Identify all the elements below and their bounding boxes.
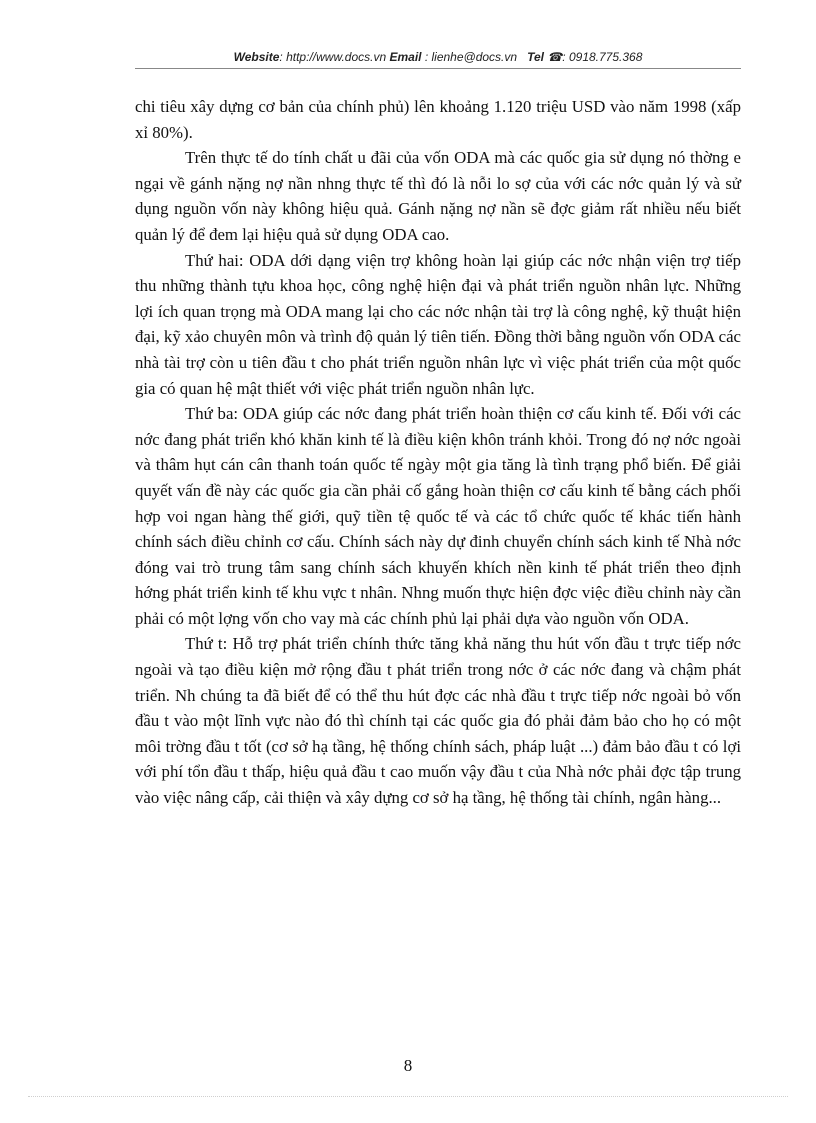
paragraph-second-point: Thứ hai: ODA dới dạng viện trợ không hoàn lại giúp các nớc nhận viện trợ tiếp thu những thành tựu khoa học, công nghệ hiện đại và phát triển nguồn nhân lực. Những lợi ích quan trọng mà ODA mang lại cho các nớc nhận tài trợ là công nghệ, kỹ thuật hiện đại, kỹ xảo chuyên môn và trình độ quản lý tiên tiến. Đồng thời bằng nguồn vốn ODA các nhà tài trợ còn u tiên đầu t cho phát triển nguồn nhân lực vì việc phát triển của một quốc gia có quan hệ mật thiết với việc phát triển nguồn nhân lực. [135,250,741,398]
tel-label: Tel [527,50,544,64]
tel-value: : 0918.775.368 [562,50,643,64]
paragraph-continuation: chi tiêu xây dựng cơ bản của chính phủ) lên khoảng 1.120 triệu USD vào năm 1998 (xấp xỉ 80%). [135,97,741,142]
document-body [135,94,741,811]
paragraph-oda-debt: Trên thực tế do tính chất u đãi của vốn ODA mà các quốc gia sử dụng nó thờng e ngại về gánh nặng nợ nần nhng thực tế thì đó là nỗi lo sợ của với các nớc quản lý và sử dụng nguồn vốn này không hiệu quả. Gánh nặng nợ nần sẽ đợc giảm rất nhiều nếu biết quản lý để đem lại hiệu quả sử dụng ODA cao. [135,148,741,244]
email-link[interactable]: : lienhe@docs.vn [421,50,518,64]
page-number: 8 [403,1056,413,1075]
website-label: Website [233,50,280,64]
paragraph-third-point: Thứ ba: ODA giúp các nớc đang phát triển hoàn thiện cơ cấu kinh tế. Đối với các nớc đang phát triển khó khăn kinh tế là điều kiện khôn tránh khỏi. Trong đó nợ nớc ngoài và thâm hụt cán cân thanh toán quốc tế ngày một gia tăng là tình trạng phổ biến. Để giải quyết vấn đề này các quốc gia cần phải cố gắng hoàn thiện cơ cấu kinh tế bằng cách phối hợp voi ngan hàng thế giới, quỹ tiền tệ quốc tế và các tổ chức quốc tế khác tiến hành chính sách điều chỉnh cơ cấu. Chính sách này dự đinh chuyển chính sách kinh tế Nhà nớc đóng vai trò trung tâm sang chính sách khuyến khích nền kinh tế phát triển theo định hớng phát triển kinh tế khu vực t nhân. Nhng muốn thực hiện đợc việc điều chỉnh này cần phải có một lợng vốn cho vay mà các chính phủ lại phải dựa vào nguồn vốn ODA. [135,404,741,628]
page-header [135,50,741,64]
website-link[interactable]: : http://www.docs.vn [279,50,387,64]
email-label: Email [389,50,422,64]
phone-icon: ☎ [547,50,563,64]
paragraph-fourth-point: Thứ t: Hỗ trợ phát triển chính thức tăng khả năng thu hút vốn đầu t trực tiếp nớc ngoài và tạo điều kiện mở rộng đầu t phát triển trong nớc ở các nớc đang và chậm phát triển. Nh chúng ta đã biết để có thể thu hút đợc các nhà đầu t trực tiếp nớc ngoài bỏ vốn đầu t vào một lĩnh vực nào đó thì chính tại các quốc gia đó phải đảm bảo cho họ có một môi trờng đầu t tốt (cơ sở hạ tầng, hệ thống chính sách, pháp luật ...) đảm bảo đầu t có lợi với phí tổn đầu t thấp, hiệu quả đầu t cao muốn vậy đầu t của Nhà nớc phải đợc tập trung vào việc nâng cấp, cải thiện và xây dựng cơ sở hạ tầng, hệ thống tài chính, ngân hàng... [135,634,741,808]
header-divider [135,68,741,69]
footer-divider [28,1096,788,1097]
